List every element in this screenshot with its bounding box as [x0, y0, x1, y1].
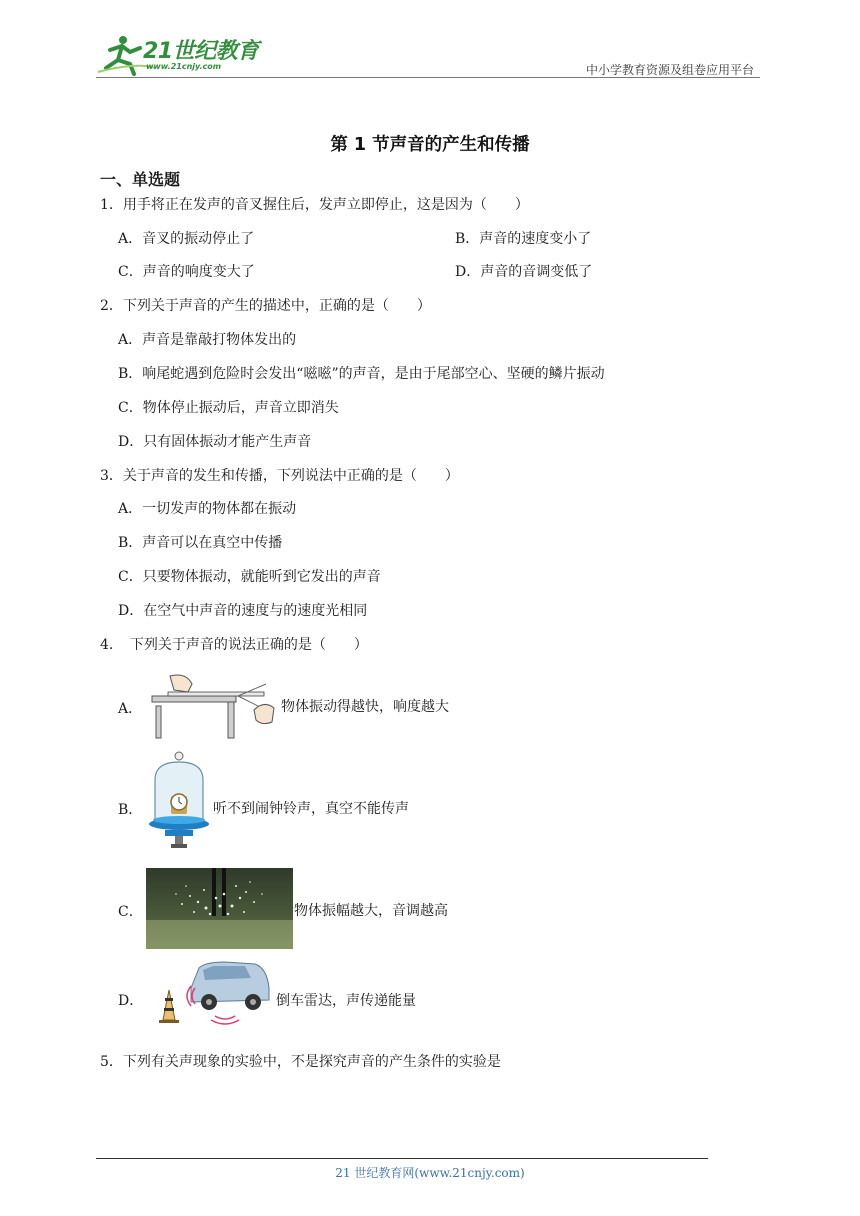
question-4-option-c-caption: 物体振幅越大，音调越高: [294, 903, 448, 919]
question-4-option-b-caption: 听不到闹钟铃声，真空不能传声: [213, 801, 409, 817]
question-4-option-d-label[interactable]: D．: [118, 993, 144, 1009]
question-2-option-a[interactable]: A．声音是靠敲打物体发出的: [118, 332, 297, 348]
footer-link[interactable]: 21 世纪教育网(www.21cnjy.com): [335, 1166, 525, 1180]
bell-jar-alarm-clock-illustration: [143, 750, 211, 860]
question-2-stem: 2．下列关于声音的产生的描述中，正确的是（ ）: [100, 298, 431, 314]
question-1-option-c[interactable]: C．声音的响度变大了: [118, 264, 255, 280]
question-4-option-d-caption: 倒车雷达，声传递能量: [276, 993, 416, 1009]
section-heading: 一、单选题: [100, 170, 181, 189]
question-2-option-b[interactable]: B．响尾蛇遇到危险时会发出“嗞嗞”的声音，是由于尾部空心、坚硬的鳞片振动: [118, 366, 605, 382]
platform-label: 中小学教育资源及组卷应用平台: [585, 63, 754, 77]
question-1-option-a[interactable]: A．音叉的振动停止了: [118, 231, 255, 247]
question-4-option-a-label[interactable]: A．: [118, 701, 143, 717]
question-3-option-c[interactable]: C．只要物体振动，就能听到它发出的声音: [118, 569, 381, 585]
logo-url: www.21cnjy.com: [146, 62, 222, 71]
question-1-option-d[interactable]: D．声音的音调变低了: [455, 264, 593, 280]
question-3-stem: 3．关于声音的发生和传播，下列说法中正确的是（ ）: [100, 468, 459, 484]
question-2-option-c[interactable]: C．物体停止振动后，声音立即消失: [118, 400, 339, 416]
ruler-vibration-illustration: [148, 670, 280, 740]
question-4-option-c-label[interactable]: C．: [118, 904, 143, 920]
question-4-option-b-label[interactable]: B．: [118, 802, 143, 818]
question-3-option-b[interactable]: B．声音可以在真空中传播: [118, 535, 283, 551]
question-4-option-a-caption: 物体振动得越快，响度越大: [281, 699, 449, 715]
logo-text: 21世纪教育: [143, 39, 259, 64]
question-1-stem: 1．用手将正在发声的音叉握住后，发声立即停止，这是因为（ ）: [100, 197, 529, 213]
page-title: 第 1 节声音的产生和传播: [330, 135, 530, 155]
question-1-option-b[interactable]: B．声音的速度变小了: [455, 231, 592, 247]
question-2-option-d[interactable]: D．只有固体振动才能产生声音: [118, 434, 312, 450]
question-4-stem: 4． 下列关于声音的说法正确的是（ ）: [100, 637, 368, 653]
tuning-fork-water-splash-photo: [146, 868, 293, 949]
car-parking-radar-illustration: [155, 958, 273, 1026]
footer-divider: [96, 1158, 708, 1159]
question-3-option-d[interactable]: D．在空气中声音的速度与的速度光相同: [118, 603, 368, 619]
header-divider: [96, 77, 760, 78]
question-5-stem: 5．下列有关声现象的实验中，不是探究声音的产生条件的实验是: [100, 1054, 501, 1070]
question-3-option-a[interactable]: A．一切发声的物体都在振动: [118, 501, 297, 517]
